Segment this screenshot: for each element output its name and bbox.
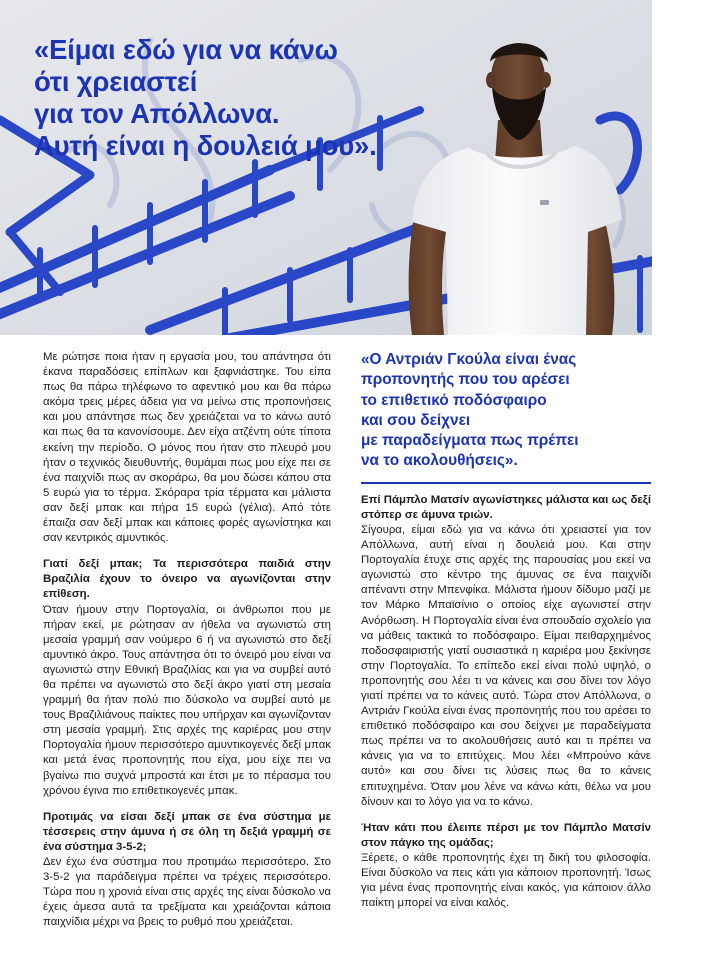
- right-column: [361, 350, 651, 911]
- hero-quote-line: «Είμαι εδώ για να κάνω: [34, 34, 338, 65]
- intro-paragraph: Με ρώτησε ποια ήταν η εργασία μου, του απάντησα ότι έκανα παραδόσεις επίπλων και ξαφνιάστηκε. Του είπα πως θα πάρω τηλέφωνο το αφεντικό μου και θα πάρω ακόμα τρεις μέρες άδεια για να μείνω στις προπονήσεις και μου απάντησε πως δεν χρειάζεται να το κάνω αυτό και πως θα τα κανονίσουμε. Δεν είχα ατζέντη ούτε τίποτα εκείνη την περίοδο. Ο μόνος που ήταν στο πλευρό μου ήταν ο τεχνικός διευθυντής, θυμάμαι πως μου είχε πει σε ένα παιχνίδι πως αν σκοράρω, θα μου δώσει κάπου στα 5 ευρώ για το τέρμα. Σκόραρα τρία τέρματα και μάλιστα σαν δεξί μπακ και πήρα 15 ευρώ (γέλια). Από τότε έπαιζα σαν δεξί μπακ και κάποιες φορές αγωνίστηκα και σαν κεντρικός αμυντικός.: [43, 351, 331, 545]
- hero-quote-line: ότι χρειαστεί: [34, 66, 198, 97]
- left-column: [43, 350, 331, 930]
- pull-quote-line: προπονητής που του αρέσει: [361, 371, 570, 389]
- answer-paragraph: Σίγουρα, είμαι εδώ για να κάνω ότι χρειαστεί για τον Απόλλωνα, αυτή είναι η δουλειά μου. Και στην Πορτογαλία έτυχε στις αρχές της παρουσίας μου εκεί να αγωνιστώ στο κέντρο της άμυνας σε ένα παιχνίδι απέναντι στην Μπενφίκα. Μάλιστα ήμουν δίδυμο μαζί με τον Μάρκο Μπαϊσίνιο ο οποίος είχε αγωνιστεί στην Ανόρθωση. Η Πορτογαλία είναι ένα σπουδαίο σχολείο για να μάθεις τακτικά το ποδόσφαιρο. Είμαι πειθαρχημένος ποδοσφαιριστής γιατί ουσιαστικά η καριέρα μου ξεκίνησε στην Πορτογαλία. Το επίπεδο εκεί είναι πολύ υψηλό, ο προπονητής σου λέει τι να κάνεις και σου δίνει τον λόγο γιατί πρέπει να το κάνεις αυτό. Τώρα στον Απόλλωνα, ο Αντριάν Γκούλα είναι ένας προπονητής που του αρέσει το επιθετικό ποδόσφαιρο και σου δείχνει με παραδείγματα πως πρέπει να το ακολουθήσεις αυτό και τι πρέπει να κάνεις για να το επιτύχεις. Μου λέει «Μπρούνο κάνε αυτό» και σου δίνει τις λύσεις πως θα το κάνεις επιτυχημένα. Όταν μου λένε να κάνω κάτι, θέλω να μου δίνουν και το λόγο για να το κάνω.: [361, 523, 651, 808]
- hero-quote-line: για τον Απόλλωνα.: [34, 98, 280, 129]
- pull-quote: [361, 350, 651, 472]
- pull-quote-line: να το ακολουθήσεις».: [361, 452, 518, 470]
- answer-paragraph: Ξέρετε, ο κάθε προπονητής έχει τη δική του φιλοσοφία. Είναι δύσκολο να πεις κάτι για κάποιον προπονητή. Ίσως για μένα ένας προπονητής είναι κακός, για κάποιον άλλο παίκτη μπορεί να είναι καλός.: [361, 851, 651, 910]
- hero-quote-line: Αυτή είναι η δουλειά μου».: [34, 130, 377, 161]
- question-heading: Προτιμάς να είσαι δεξί μπακ σε ένα σύστημα με τέσσερεις στην άμυνα ή σε όλη τη δεξιά γραμμή σε ένα σύστημα 3-5-2;: [43, 810, 331, 853]
- pull-quote-line: και σου δείχνει: [361, 411, 471, 429]
- answer-paragraph: Όταν ήμουν στην Πορτογαλία, οι άνθρωποι που με πήραν εκεί, με ρώτησαν αν ήθελα να αγωνιστώ στη μεσαία γραμμή σαν νούμερο 6 ή να αγωνιστώ στο δεξί αμυντικό άκρο. Τους απάντησα ότι το όνειρό μου είναι να αγωνιστώ στην Εθνική Βραζιλίας και για να συμβεί αυτό θα πρέπει να αγωνιστώ στο δεξί άκρο γιατί στη μεσαία γραμμή θα ήταν πολύ πιο δύσκολο να συμβεί αυτό με τους Βραζιλιάνους παίκτες που υπήρχαν και αγωνίζονταν στη μεσαία γραμμή. Στις αρχές της καριέρας μου στην Πορτογαλία ήμουν περισσότερο αμυντικογενές δεξί μπακ και μετά ένας προπονητής που είχα, μου είχε πει να βγαίνω πιο συχνά μπροστά και έτσι με το πέρασμα του χρόνου έγινα πιο επιθετικογενές μπακ.: [43, 603, 331, 797]
- question-heading: Ήταν κάτι που έλειπε πέρσι με τον Πάμπλο Ματσίν στον πάγκο της ομάδας;: [361, 821, 651, 849]
- hero-quote: [34, 34, 377, 162]
- pull-quote-line: «Ο Αντριάν Γκούλα είναι ένας: [361, 351, 577, 368]
- hero-photo: [0, 0, 652, 335]
- pull-quote-line: με παραδείγματα πως πρέπει: [361, 432, 579, 450]
- answer-paragraph: Δεν έχω ένα σύστημα που προτιμάω περισσότερο. Στο 3-5-2 για παράδειγμα πρέπει να τρέχεις περισσότερο. Τώρα που η χρονιά είναι στις αρχές της είναι δύσκολο να έχεις άμεσα αυτά τα τρεξίματα και χρειάζονται κάποια παιχνίδια μέχρι να βρεις το ρυθμό που χρειάζεται.: [43, 856, 331, 929]
- pull-quote-line: το επιθετικό ποδόσφαιρο: [361, 391, 547, 409]
- question-heading: Γιατί δεξί μπακ; Τα περισσότερα παιδιά στην Βραζιλία έχουν το όνειρο να αγωνίζονται στην επίθεση.: [43, 558, 331, 601]
- pull-quote-divider: [361, 482, 651, 484]
- question-heading: Επί Πάμπλο Ματσίν αγωνίστηκες μάλιστα και ως δεξί στόπερ σε άμυνα τριών.: [361, 493, 651, 521]
